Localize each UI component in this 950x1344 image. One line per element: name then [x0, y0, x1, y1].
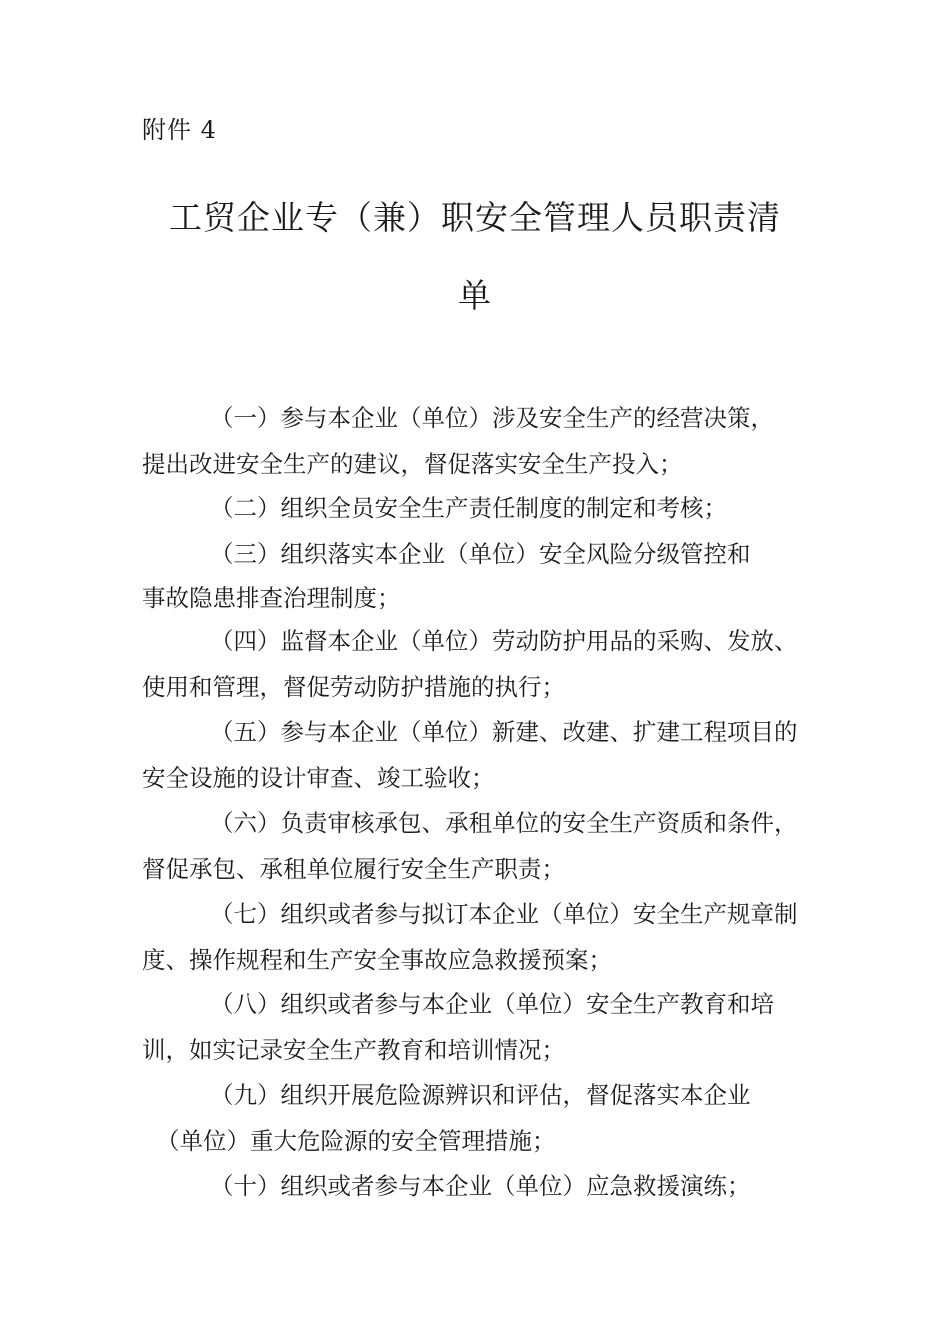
list-item [142, 803, 802, 889]
list-item-line: 训，如实记录安全生产教育和培训情况； [142, 1036, 565, 1064]
document-title-line-1: 工贸企业专（兼）职安全管理人员职责清 [169, 198, 781, 237]
list-item [142, 1075, 802, 1161]
document-title-line-2: 单 [458, 276, 492, 315]
list-item [142, 398, 802, 484]
list-item-line: 度、操作规程和生产安全事故应急救援预案； [142, 946, 612, 974]
list-item-line: （八）组织或者参与本企业（单位）安全生产教育和培 [210, 990, 774, 1018]
list-item-line: 安全设施的设计审查、竣工验收； [142, 764, 495, 792]
list-item-line: （二）组织全员安全生产责任制度的制定和考核； [210, 494, 727, 522]
list-item [142, 1166, 802, 1206]
list-item [142, 534, 802, 618]
list-item-line: （十）组织或者参与本企业（单位）应急救援演练； [210, 1172, 751, 1200]
list-item [142, 894, 802, 980]
list-item-line: 提出改进安全生产的建议，督促落实安全生产投入； [142, 450, 683, 478]
list-item-line: 事故隐患排查治理制度； [142, 584, 401, 612]
list-item [142, 488, 802, 528]
list-item-line: （七）组织或者参与拟订本企业（单位）安全生产规章制 [210, 900, 798, 928]
list-item-line: （五）参与本企业（单位）新建、改建、扩建工程项目的 [210, 718, 798, 746]
list-item [142, 621, 802, 707]
list-item-line: 督促承包、承租单位履行安全生产职责； [142, 855, 565, 883]
list-item [142, 712, 802, 798]
list-item-line: （四）监督本企业（单位）劳动防护用品的采购、发放、 [210, 627, 798, 655]
list-item [142, 984, 802, 1070]
list-item-line: （三）组织落实本企业（单位）安全风险分级管控和 [210, 540, 751, 568]
list-item-line: （六）负责审核承包、承租单位的安全生产资质和条件， [210, 809, 798, 837]
list-item-line: （单位）重大危险源的安全管理措施； [156, 1127, 556, 1155]
list-item-line: 使用和管理，督促劳动防护措施的执行； [142, 673, 565, 701]
list-item-line: （一）参与本企业（单位）涉及安全生产的经营决策， [210, 404, 774, 432]
attachment-label: 附件 4 [142, 116, 217, 144]
list-item-line: （九）组织开展危险源辨识和评估，督促落实本企业 [210, 1081, 751, 1109]
